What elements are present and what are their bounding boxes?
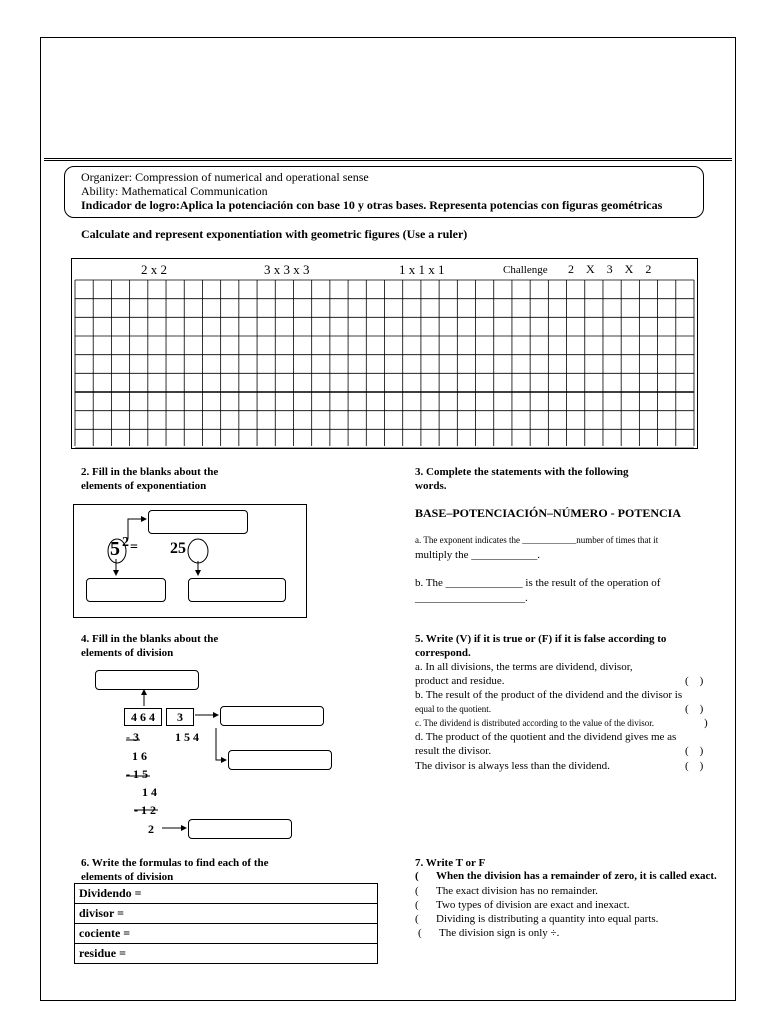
organizer-text: Organizer: Compression of numerical and operational sense bbox=[81, 170, 369, 184]
table-row[interactable] bbox=[75, 944, 378, 964]
section5-d-line1: d. The product of the quotient and the dividend gives me as bbox=[415, 731, 677, 743]
header-divider bbox=[44, 158, 732, 159]
divisor-value: 3 bbox=[166, 708, 194, 726]
formula-residue[interactable]: residue = bbox=[75, 944, 378, 964]
section6-title-line2: elements of division bbox=[81, 871, 174, 883]
challenge-expression: 2 X 3 X 2 bbox=[568, 262, 652, 276]
answer-paren-a[interactable]: ( ) bbox=[685, 675, 704, 687]
section5-a-line2: product and residue. bbox=[415, 675, 505, 687]
section4-title-line1: 4. Fill in the blanks about the bbox=[81, 633, 219, 645]
tf-paren-4[interactable]: ( bbox=[415, 913, 419, 925]
formula-cociente[interactable]: cociente = bbox=[75, 924, 378, 944]
table-row[interactable] bbox=[75, 924, 378, 944]
division-step-1: - 3 bbox=[126, 730, 139, 744]
power-answer-box[interactable] bbox=[188, 578, 286, 602]
section3-title-line2: words. bbox=[415, 480, 447, 492]
info-box bbox=[64, 166, 704, 218]
grid-label-2x2: 2 x 2 bbox=[141, 262, 167, 277]
exponent-answer-box[interactable] bbox=[148, 510, 248, 534]
section5-b-line1: b. The result of the product of the dividend and the divisor is bbox=[415, 689, 683, 701]
division-step-2: 1 6 bbox=[132, 749, 147, 763]
section3-b-line1: b. The ______________ is the result of the operation of bbox=[415, 577, 661, 589]
section2-title-line2: elements of exponentiation bbox=[81, 480, 207, 492]
tf-item-1: When the division has a remainder of zero, it is called exact. bbox=[436, 870, 717, 882]
answer-paren-c[interactable]: ) bbox=[704, 717, 708, 729]
answer-paren-e[interactable]: ( ) bbox=[685, 760, 704, 772]
answer-paren-b[interactable]: ( ) bbox=[685, 703, 704, 715]
division-term-box-remainder[interactable] bbox=[188, 819, 292, 839]
table-row[interactable] bbox=[75, 884, 378, 904]
dividend-value: 4 6 4 bbox=[124, 708, 162, 726]
tf-paren-2[interactable]: ( bbox=[415, 885, 419, 897]
section6-title-line1: 6. Write the formulas to find each of the bbox=[81, 857, 269, 869]
exponentiation-diagram bbox=[73, 504, 307, 618]
tf-item-2: The exact division has no remainder. bbox=[436, 885, 598, 897]
division-term-box-top[interactable] bbox=[95, 670, 199, 690]
section3-word-bank: BASE–POTENCIACIÓN–NÚMERO - POTENCIA bbox=[415, 506, 682, 520]
section3-title-line1: 3. Complete the statements with the following bbox=[415, 466, 629, 478]
tf-item-4: Dividing is distributing a quantity into equal parts. bbox=[436, 913, 659, 925]
exponent-base: 5 bbox=[110, 538, 120, 560]
answer-paren-d[interactable]: ( ) bbox=[685, 745, 704, 757]
section1-title: Calculate and represent exponentiation with geometric figures (Use a ruler) bbox=[81, 227, 468, 241]
section5-e-line1: The divisor is always less than the dividend. bbox=[415, 760, 610, 772]
indicator-text: Indicador de logro:Aplica la potenciación con base 10 y otras bases. Representa potencias con figuras geométricas bbox=[81, 198, 663, 212]
exponent-result: 25 bbox=[170, 540, 186, 557]
division-remainder: 2 bbox=[148, 822, 154, 836]
section4-title-line2: elements of division bbox=[81, 647, 174, 659]
tf-item-5: The division sign is only ÷. bbox=[439, 927, 560, 939]
exponent-power: 2 bbox=[122, 535, 129, 550]
tf-paren-1[interactable]: ( bbox=[415, 870, 419, 882]
formula-table bbox=[74, 883, 378, 964]
exponent-equals: = bbox=[130, 540, 138, 555]
tf-item-3: Two types of division are exact and inexact. bbox=[436, 899, 630, 911]
section7-title: 7. Write T or F bbox=[415, 857, 486, 869]
section2-title-line1: 2. Fill in the blanks about the bbox=[81, 466, 219, 478]
section3-b-line2: ____________________. bbox=[415, 592, 528, 604]
section5-b-line2: equal to the quotient. bbox=[415, 704, 491, 714]
section3-a-line2: multiply the ____________. bbox=[415, 549, 540, 561]
grid-lines bbox=[72, 259, 697, 448]
base-answer-box[interactable] bbox=[86, 578, 166, 602]
table-row[interactable] bbox=[75, 904, 378, 924]
division-term-box-right[interactable] bbox=[220, 706, 324, 726]
section3-a-line1: a. The exponent indicates the ____________number of times that it bbox=[415, 535, 659, 545]
division-step-3: - 1 5 bbox=[126, 767, 148, 781]
tf-paren-5[interactable]: ( bbox=[418, 927, 422, 939]
grid-label-3x3x3: 3 x 3 x 3 bbox=[264, 262, 310, 277]
section5-title-line2: correspond. bbox=[415, 647, 471, 659]
drawing-grid[interactable] bbox=[71, 258, 698, 449]
section5-title-line1: 5. Write (V) if it is true or (F) if it is false according to bbox=[415, 633, 667, 645]
ability-text: Ability: Mathematical Communication bbox=[81, 184, 268, 198]
challenge-label: Challenge bbox=[503, 264, 548, 276]
formula-divisor[interactable]: divisor = bbox=[75, 904, 378, 924]
section5-a-line1: a. In all divisions, the terms are dividend, divisor, bbox=[415, 661, 633, 673]
division-step-5: - 1 2 bbox=[134, 803, 156, 817]
division-step-4: 1 4 bbox=[142, 785, 157, 799]
formula-dividendo[interactable]: Dividendo = bbox=[75, 884, 378, 904]
header-divider-2 bbox=[44, 160, 732, 161]
section5-c-line1: c. The dividend is distributed according to the value of the divisor. bbox=[415, 718, 655, 728]
tf-paren-3[interactable]: ( bbox=[415, 899, 419, 911]
quotient-value: 1 5 4 bbox=[175, 730, 199, 744]
section5-d-line2: result the divisor. bbox=[415, 745, 492, 757]
grid-label-1x1x1: 1 x 1 x 1 bbox=[399, 262, 445, 277]
division-term-box-quotient[interactable] bbox=[228, 750, 332, 770]
